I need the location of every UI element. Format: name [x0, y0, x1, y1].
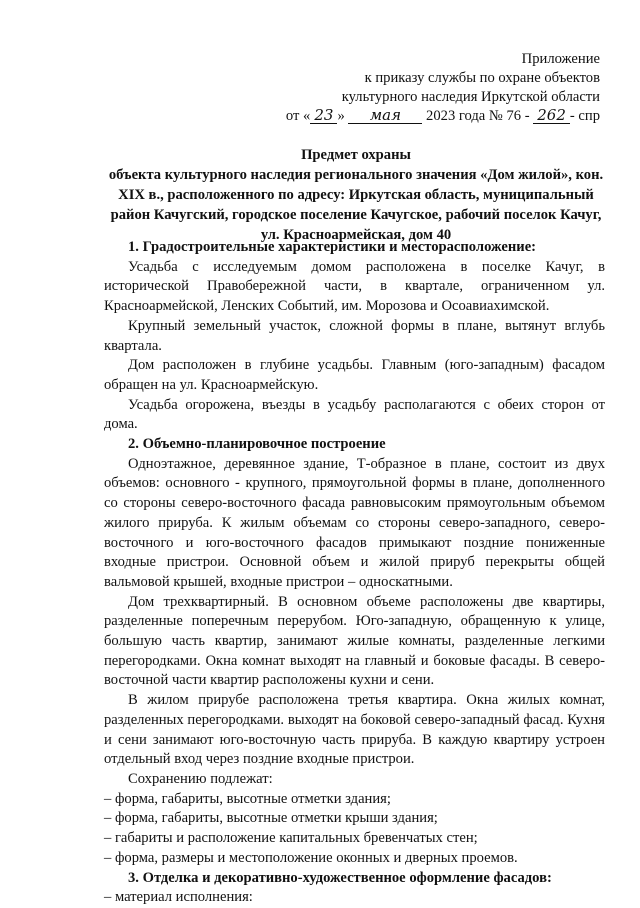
section-1-heading: 1. Градостроительные характеристики и месторасположение:: [128, 239, 537, 255]
paragraph: В жилом прирубе расположена третья квартира. Окна жилых комнат, разделенных перегородками. выходят на боковой северо-западный фасад. Кухня и сени занимают юго-восточную часть прируба. В каждую квартиру устроен отдельный вход через поздние входные пристрои.: [104, 692, 605, 768]
date-mid: »: [337, 108, 345, 124]
list-item: – форма, габариты, высотные отметки здания;: [104, 790, 391, 807]
paragraph: Крупный земельный участок, сложной формы в плане, вытянут вглубь квартала.: [104, 317, 605, 354]
appendix-header: [286, 50, 600, 126]
paragraph: Усадьба с исследуемым домом расположена в поселке Качуг, в исторической Правобережной части, в квартале, ограниченном ул. Красноармейской, Ленских Событий, им. Морозова и Осоавиахимской.: [104, 258, 605, 315]
document-title: [104, 145, 608, 245]
list-item: – материал исполнения:: [104, 889, 253, 906]
paragraph: Одноэтажное, деревянное здание, Т-образное в плане, состоит из двух объемов: основного - крупного, прямоугольной формы в плане, дополненного со стороны северо-восточного фасада равновысоким прямоугольным объемом жилого прируба. К жилым объемам со стороны северо-западного, северо-восточного и юго-восточного фасадов примыкают поздние пониженные входные пристрои. Основной объем и жилой прируб перекрыты общей вальмовой крышей, входные пристрои – односкатными.: [104, 455, 605, 590]
list-item: – форма, габариты, высотные отметки крыши здания;: [104, 810, 438, 827]
number-suffix: - спр: [569, 108, 600, 124]
list-item: – форма, размеры и местоположение оконных и дверных проемов.: [104, 849, 518, 866]
list-item: – габариты и расположение капитальных бревенчатых стен;: [104, 830, 478, 847]
preserve-label: Сохранению подлежат:: [128, 770, 273, 787]
title-main: Предмет охраны: [301, 147, 411, 163]
authority-name: культурного наследия Иркутской области: [341, 89, 600, 105]
paragraph: Дом трехквартирный. В основном объеме расположены две квартиры, разделенные поперечным перерубом. Юго-западную, обращенную к улице, большую часть квартир, занимают жилые комнаты, разделенные легкими перегородками. Окна комнат выходят на главный и боковые фасады. В северо-восточной части квартир расположены кухни и сени.: [104, 593, 605, 689]
title-object: объекта культурного наследия регионального значения «Дом жилой», кон. XIX в., расположенного по адресу: Иркутская область, муниципальный район Качугский, городское поселение Качугское, рабочий поселок Качуг, ул. Красноармейская, дом 40: [108, 167, 604, 243]
handwritten-number: 262: [533, 108, 570, 124]
document-body: [104, 238, 605, 908]
date-prefix: от «: [285, 108, 311, 124]
year-and-number: 2023 года № 76 -: [426, 108, 530, 124]
handwritten-month: мая: [348, 108, 422, 124]
order-date-line: [286, 107, 600, 126]
paragraph: Дом расположен в глубине усадьбы. Главным (юго-западным) фасадом обращен на ул. Красноармейскую.: [104, 357, 605, 393]
section-2-heading: 2. Объемно-планировочное построение: [128, 436, 386, 453]
paragraph: Усадьба огорожена, въезды в усадьбу располагаются с обеих сторон от дома.: [104, 396, 605, 433]
appendix-label: Приложение: [521, 51, 600, 67]
order-reference: к приказу службы по охране объектов: [364, 70, 600, 86]
handwritten-day: 23: [310, 108, 337, 124]
section-3-heading: 3. Отделка и декоративно-художественное оформление фасадов:: [128, 869, 552, 886]
